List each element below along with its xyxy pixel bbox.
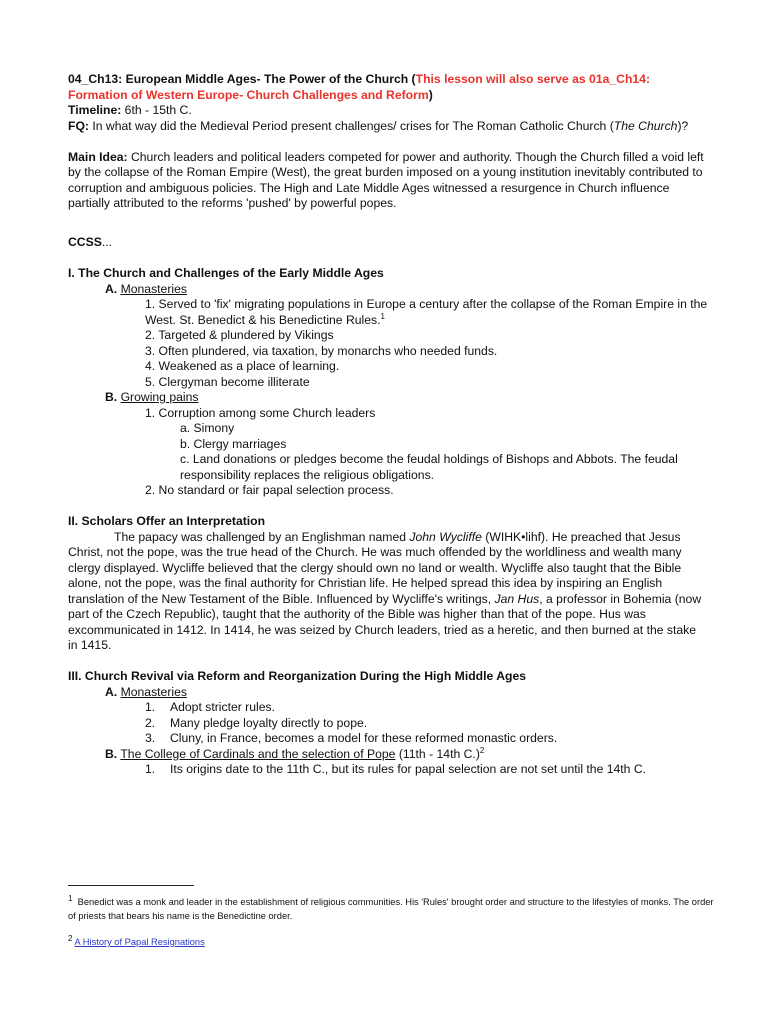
person-name: John Wycliffe bbox=[409, 529, 482, 544]
list-subitem: c. Land donations or pledges become the feudal holdings of Bishops and Abbots. The feudal responsibility replaces the religious obligations. bbox=[180, 452, 678, 482]
list-item: 3. Often plundered, via taxation, by monarchs who needed funds. bbox=[145, 343, 498, 358]
lesson-title-note: This lesson will also serve as 01a_Ch14: Formation of Western Europe- Church Challenges and Reform bbox=[68, 72, 651, 102]
lesson-title: 04_Ch13: European Middle Ages- The Power of the Church (This lesson will also serve as 01a_Ch14: Formation of Western Europe- Church Challenges and Reform) bbox=[68, 72, 651, 102]
section-2-heading: II. Scholars Offer an Interpretation bbox=[68, 514, 266, 528]
section-3-a-heading: A. Monasteries bbox=[105, 684, 187, 699]
list-item: 1. Adopt stricter rules. bbox=[145, 700, 275, 714]
list-subitem: a. Simony bbox=[180, 421, 235, 435]
list-subitem: b. Clergy marriages bbox=[180, 436, 287, 451]
footnote-1: $^1$ Benedict was a monk and leader in the establishment of religious communities. His 'Rules' brought order and structure to the lifestyles of monks. The order of priests that bears his name is the Benedictine order. bbox=[68, 893, 714, 921]
section-1-heading: I. The Church and Challenges of the Early Middle Ages bbox=[68, 266, 384, 280]
ccss-line: CCSS... bbox=[68, 235, 113, 249]
main-idea: Main Idea: Church leaders and political leaders competed for power and authority. Though the Church filled a void left by the collapse of the Roman Empire (West), the great burden imposed on a young institution inevitably contributed to corruption and ambiguous policies. The High and Late Middle Ages witnessed a resurgence in Church influence partially attributed to the reforms 'pushed' by powerful popes. bbox=[68, 149, 704, 210]
person-name: Jan Hus bbox=[494, 591, 540, 606]
section-1-a-heading: A. Monasteries bbox=[105, 281, 187, 296]
footnotes bbox=[68, 885, 718, 949]
section-2-paragraph: The papacy was challenged by an Englishman named John Wycliffe (WIHK•lihf). He preached that Jesus Christ, not the pope, was the true head of the Church. He was much offended by the worldliness and wealth many clergy displayed. Wycliffe believed that the clergy should own no land or wealth. Wycliffe also taught that the Bible alone, not the pope, was the final authority for Christian life. He helped spread this idea by inspiring an English translation of the New Testament of the Bible. Influenced by Wycliffe's writings, Jan Hus, a professor in Bohemia (now part of the Czech Republic), taught that the authority of the Bible was higher than that of the pope. Hus was excommunicated in 1412. In 1414, he was seized by Church leaders, tried as a heretic, and then burned at the stake in 1415. bbox=[68, 529, 702, 652]
document-body bbox=[68, 72, 708, 778]
papal-resignations-link[interactable]: A History of Papal Resignations bbox=[74, 937, 205, 947]
section-3-heading: III. Church Revival via Reform and Reorganization During the High Middle Ages bbox=[68, 669, 526, 683]
list-item: 4. Weakened as a place of learning. bbox=[145, 359, 340, 373]
list-item: 2. No standard or fair papal selection process. bbox=[145, 483, 394, 497]
list-item: 1. Corruption among some Church leaders bbox=[145, 405, 376, 420]
section-1-b-heading: B. Growing pains bbox=[105, 390, 199, 404]
footnote-2: $^2$ A History of Papal Resignations bbox=[68, 933, 205, 947]
section-3-b-heading: B. The College of Cardinals and the selection of Pope (11th - 14th C.)$^2$ bbox=[105, 745, 485, 761]
list-item: 3. Cluny, in France, becomes a model for these reformed monastic orders. bbox=[145, 731, 558, 745]
list-item: 5. Clergyman become illiterate bbox=[145, 374, 310, 389]
timeline-line: Timeline: 6th - 15th C. bbox=[68, 103, 192, 117]
list-item: 1. Its origins date to the 11th C., but its rules for papal selection are not set until the 14th C. bbox=[145, 762, 647, 776]
footnote-divider bbox=[68, 885, 194, 886]
focus-question: FQ: In what way did the Medieval Period present challenges/ crises for The Roman Catholic Church (The Church)? bbox=[68, 118, 689, 133]
list-item: 1. Served to 'fix' migrating populations in Europe a century after the collapse of the Roman Empire in the West. St. Benedict & his Benedictine Rules.$^1$ bbox=[145, 297, 708, 327]
list-item: 2. Many pledge loyalty directly to pope. bbox=[145, 715, 368, 730]
list-item: 2. Targeted & plundered by Vikings bbox=[145, 328, 334, 342]
